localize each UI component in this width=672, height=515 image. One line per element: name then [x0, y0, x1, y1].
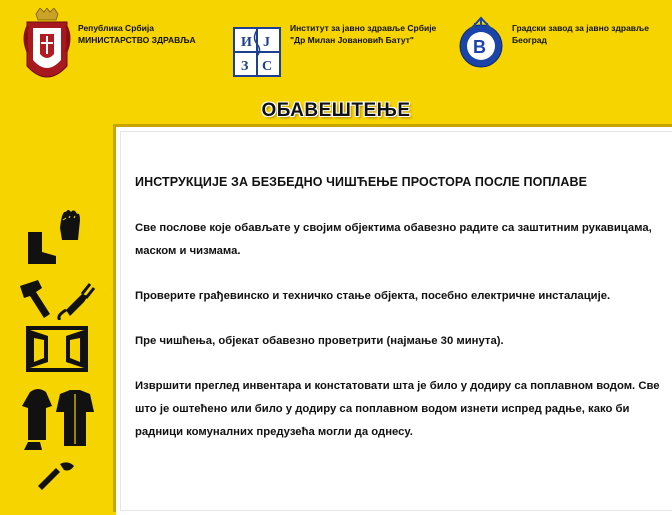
- boots-gloves-icon: [22, 206, 82, 268]
- org-gzzjz-line2: Београд: [512, 35, 547, 45]
- serbia-coat-of-arms-icon: [22, 8, 72, 88]
- org-batut-text: [290, 22, 436, 46]
- org-ministry-text: [78, 22, 196, 46]
- org-batut: [232, 8, 436, 78]
- svg-text:Ј: Ј: [263, 35, 270, 50]
- org-gzzjz: [456, 8, 649, 74]
- instruction-paragraph: Проверите грађевинско и техничко стање објекта, посебно електричне инсталације.: [135, 290, 611, 302]
- side-icons: [0, 200, 110, 490]
- svg-text:С: С: [262, 59, 273, 74]
- batut-institute-logo-icon: [232, 8, 284, 78]
- org-gzzjz-line1: Градски завод за јавно здравље: [512, 23, 649, 33]
- notice-content: [135, 175, 665, 466]
- org-ministry-line2: МИНИСТАРСТВО ЗДРАВЉА: [78, 35, 196, 45]
- instruction-paragraph: Извршити преглед инвентара и констатовати шта је било у додиру са поплавном водом. Све што је оштећено или било у додиру са поплавном водом изнети испред радње, како би радници комуналних предузећа могли да однесу.: [135, 380, 660, 438]
- hammer-plug-icon: [16, 276, 98, 320]
- instruction-paragraph: Све послове које обављате у својим објектима обавезно радите са заштитним рукавицама, маском и чизмама.: [135, 222, 652, 257]
- notice-panel: [116, 127, 672, 515]
- org-batut-line1: Институт за јавно здравље Србије: [290, 23, 437, 33]
- instructions-heading: ИНСТРУКЦИЈЕ ЗА БЕЗБЕДНО ЧИШЋЕЊЕ ПРОСТОРА ПОСЛЕ ПОПЛАВЕ: [135, 175, 588, 189]
- instruction-paragraph: Пре чишћења, објекат обавезно проветрити (најмање 30 минута).: [135, 335, 504, 347]
- svg-text:И: И: [241, 35, 252, 50]
- org-gzzjz-text: [512, 22, 649, 46]
- open-window-icon: [24, 326, 90, 372]
- svg-text:З: З: [241, 59, 249, 74]
- belgrade-public-health-logo-icon: [456, 8, 506, 74]
- svg-text:В: В: [473, 37, 486, 57]
- notice-title: ОБАВЕШТЕЊЕ: [261, 100, 411, 121]
- org-ministry-line1: Република Србија: [78, 23, 154, 33]
- org-batut-line2: "Др Милан Јовановић Батут": [290, 35, 414, 45]
- header: [0, 0, 672, 95]
- clothing-icon: [20, 386, 96, 456]
- org-ministry: [22, 8, 196, 88]
